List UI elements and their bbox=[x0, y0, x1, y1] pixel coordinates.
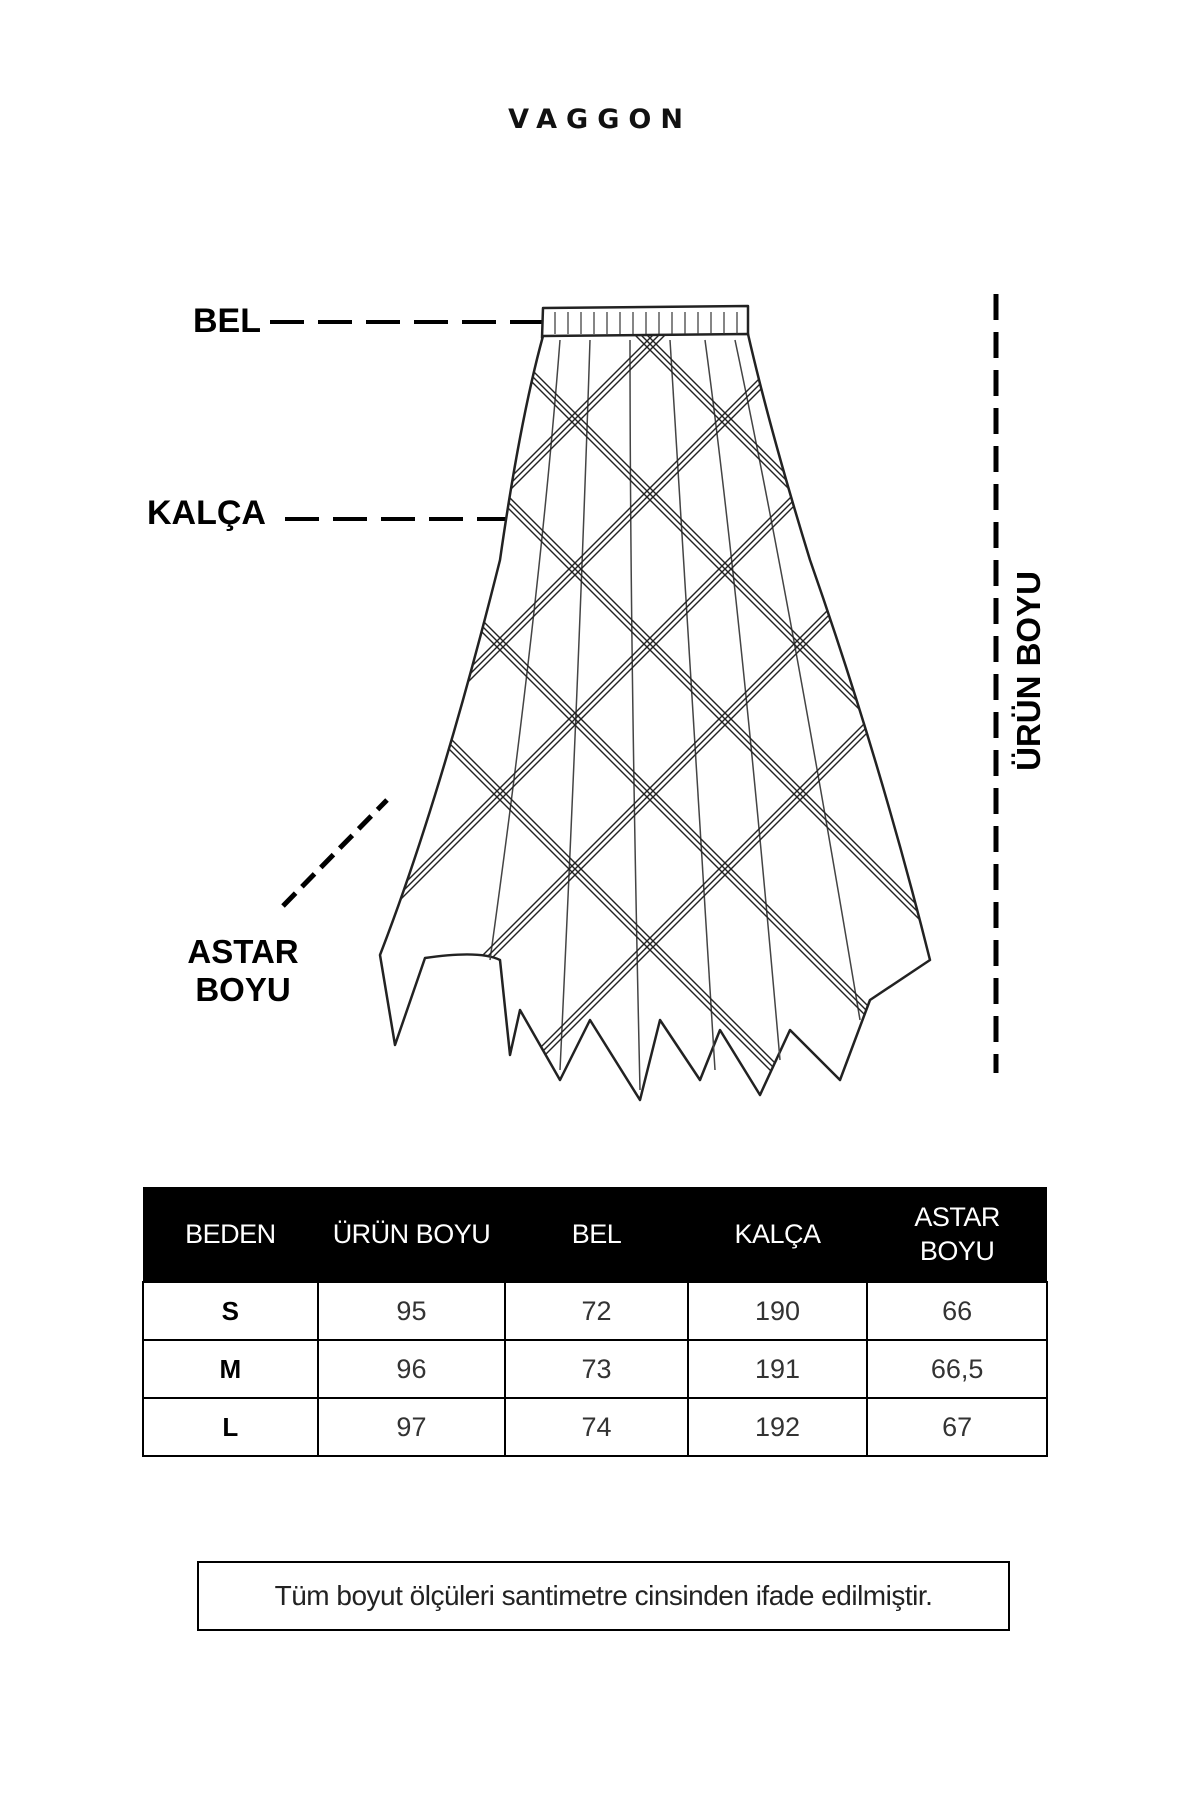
size-cell: M bbox=[143, 1340, 318, 1398]
astar-boyu-cell: 66,5 bbox=[867, 1340, 1047, 1398]
header-kalca: KALÇA bbox=[688, 1187, 868, 1282]
product-length-label: ÜRÜN BOYU bbox=[1010, 571, 1047, 771]
kalca-cell: 190 bbox=[688, 1282, 868, 1340]
bel-cell: 74 bbox=[505, 1398, 687, 1456]
urun-boyu-cell: 95 bbox=[318, 1282, 506, 1340]
urun-boyu-cell: 96 bbox=[318, 1340, 506, 1398]
lining-length-label bbox=[183, 933, 303, 1009]
brand-logo: VAGGON bbox=[508, 104, 692, 135]
lining-label-line1: ASTAR bbox=[187, 933, 299, 970]
units-note-text: Tüm boyut ölçüleri santimetre cinsinden ifade edilmiştir. bbox=[274, 1580, 933, 1611]
lining-pointer-line bbox=[283, 800, 387, 906]
header-bel: BEL bbox=[505, 1187, 687, 1282]
lining-label-line2: BOYU bbox=[195, 971, 291, 1008]
header-beden: BEDEN bbox=[143, 1187, 318, 1282]
units-note bbox=[197, 1561, 1010, 1631]
waist-label: BEL bbox=[193, 302, 261, 340]
table-header-row bbox=[143, 1187, 1047, 1282]
kalca-cell: 191 bbox=[688, 1340, 868, 1398]
table-row bbox=[143, 1398, 1047, 1456]
hip-label: KALÇA bbox=[147, 494, 266, 532]
header-astar-boyu bbox=[867, 1187, 1047, 1282]
header-urun-boyu: ÜRÜN BOYU bbox=[318, 1187, 506, 1282]
urun-boyu-cell: 97 bbox=[318, 1398, 506, 1456]
header-astar-line2: BOYU bbox=[919, 1236, 995, 1266]
astar-boyu-cell: 66 bbox=[867, 1282, 1047, 1340]
astar-boyu-cell: 67 bbox=[867, 1398, 1047, 1456]
header-astar-line1: ASTAR bbox=[914, 1202, 1000, 1232]
bel-cell: 72 bbox=[505, 1282, 687, 1340]
size-chart-table bbox=[142, 1187, 1048, 1457]
bel-cell: 73 bbox=[505, 1340, 687, 1398]
skirt-outline bbox=[380, 306, 930, 1100]
table-row bbox=[143, 1340, 1047, 1398]
size-cell: L bbox=[143, 1398, 318, 1456]
size-cell: S bbox=[143, 1282, 318, 1340]
kalca-cell: 192 bbox=[688, 1398, 868, 1456]
table-row bbox=[143, 1282, 1047, 1340]
